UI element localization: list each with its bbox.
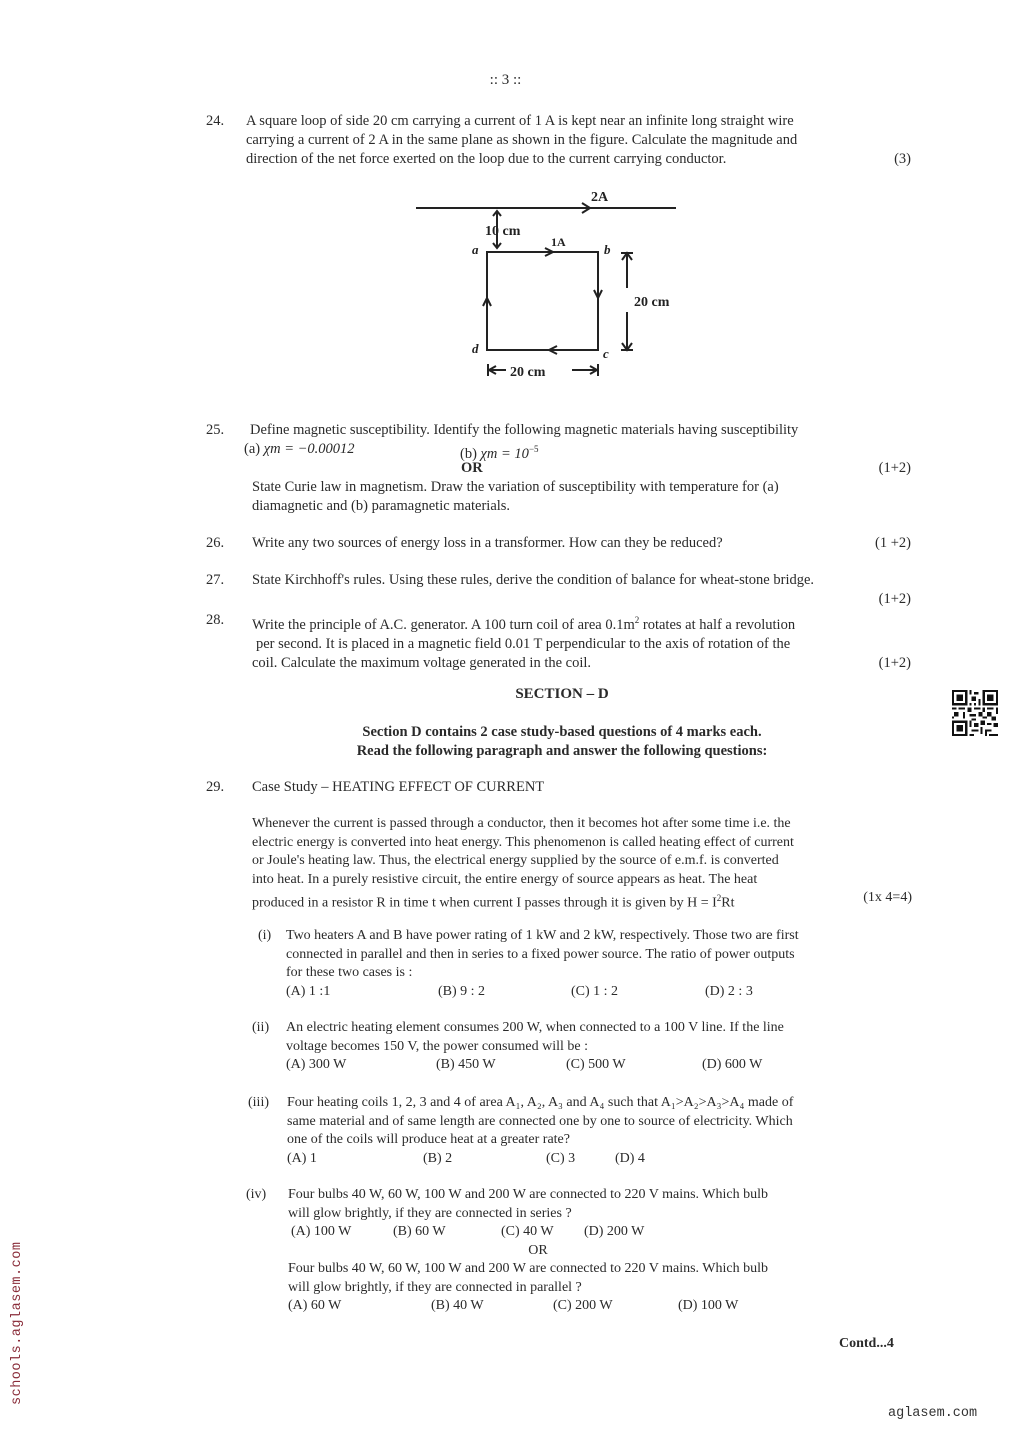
sub-question-line: one of the coils will produce heat at a greater rate? (287, 1132, 570, 1147)
question-number: 24. (206, 113, 225, 129)
paragraph-line: or Joule's heating law. Thus, the electrical energy supplied by the source of e.m.f. is converted (252, 853, 779, 868)
paragraph-line: electric energy is converted into heat energy. This phenomenon is called heating effect of current (252, 834, 794, 850)
marks: (3) (894, 151, 911, 167)
question-24 (206, 112, 911, 169)
sub-question-line: will glow brightly, if they are connected in parallel ? (288, 1279, 582, 1295)
or-label: OR (528, 1242, 548, 1258)
option-b: (B) 2 (423, 1150, 453, 1166)
part-a-expression: χm = −0.00012 (263, 441, 355, 457)
paragraph-line: produced in a resistor R in time t when current I passes through it is given by H = I (252, 895, 717, 911)
sub-question-label: (iv) (246, 1187, 267, 1202)
question-text-line: diamagnetic and (b) paramagnetic materials. (252, 498, 511, 514)
part-b-expression: χm = 10 (480, 445, 529, 462)
option-d: (D) 100 W (678, 1298, 739, 1313)
sub-question-iv (246, 1186, 900, 1316)
options (288, 1297, 900, 1316)
sub-question-line: Four bulbs 40 W, 60 W, 100 W and 200 W are connected to 220 V mains. Which bulb (288, 1187, 768, 1202)
sub-question-ii (252, 1019, 906, 1075)
question-text: State Kirchhoff's rules. Using these rules, derive the condition of balance for wheat-stone bridge. (252, 572, 815, 588)
continued-label: Contd...4 (839, 1336, 894, 1351)
option-d: (D) 600 W (702, 1057, 763, 1072)
option-c: (C) 40 W (501, 1224, 554, 1239)
side-label-vertical: 20 cm (634, 295, 670, 310)
option-c: (C) 500 W (566, 1057, 626, 1072)
sub-question-line: voltage becomes 150 V, the power consumed will be : (286, 1038, 588, 1054)
paragraph-line: Whenever the current is passed through a conductor, then it becomes hot after some time i.e. the (252, 816, 791, 831)
option-b: (B) 60 W (393, 1224, 446, 1239)
page-number: :: 3 :: (489, 72, 522, 88)
question-26 (206, 534, 911, 553)
side-watermark: schools.aglasem.com (10, 1241, 25, 1405)
wire-current-label: 2A (591, 190, 609, 205)
sub-question-label: (ii) (252, 1020, 270, 1035)
question-text: Write any two sources of energy loss in a transformer. How can they be reduced? (252, 535, 723, 551)
options (287, 1150, 902, 1169)
option-d: (D) 4 (615, 1150, 645, 1166)
question-number: 27. (206, 572, 225, 588)
sub-question-line: connected in parallel and then in series to a fixed power source. The ratio of power outputs (286, 946, 795, 962)
gap-label: 10 cm (485, 224, 521, 239)
sub-question-line: for these two cases is : (286, 965, 413, 980)
question-text-line: A square loop of side 20 cm carrying a current of 1 A is kept near an infinite long straight wire (246, 113, 794, 129)
option-b: (B) 450 W (436, 1057, 496, 1072)
option-a: (A) 300 W (286, 1057, 347, 1072)
question-number: 25. (206, 422, 225, 438)
superscript: 2 (716, 893, 722, 903)
sub-question-label: (i) (258, 928, 272, 943)
loop-current-label: 1A (551, 235, 566, 249)
instruction-line: Section D contains 2 case study-based questions of 4 marks each. (362, 724, 762, 740)
corner-b-label: b (604, 242, 611, 257)
marks: (1x 4=4) (863, 890, 912, 905)
option-c: (C) 3 (546, 1150, 576, 1166)
option-c: (C) 1 : 2 (571, 983, 619, 999)
paragraph-line: Rt (721, 895, 735, 911)
question-27 (206, 571, 911, 609)
corner-c-label: c (603, 346, 609, 361)
option-a: (A) 1 (287, 1150, 317, 1166)
sub-question-i (258, 927, 912, 1001)
instruction-line: Read the following paragraph and answer the following questions: (356, 743, 768, 759)
marks: (1 +2) (875, 535, 911, 551)
sub-question-line: same material and of same length are connected one by one to source of electricity. Which (287, 1113, 793, 1129)
qr-code-icon (952, 690, 998, 736)
question-28 (206, 611, 911, 673)
question-25 (206, 421, 911, 516)
question-text-line: carrying a current of 2 A in the same plane as shown in the figure. Calculate the magnitude and (246, 132, 798, 148)
sub-question-label: (iii) (248, 1095, 269, 1110)
options (286, 983, 912, 1002)
part-b-label: (b) (460, 445, 481, 462)
marks: (1+2) (878, 654, 911, 671)
corner-a-label: a (472, 242, 479, 257)
sub-question-line: Four heating coils 1, 2, 3 and 4 of area A₁, A₂, A₃ and A₄ such that A₁>A₂>A₃>A₄ made of (287, 1095, 794, 1110)
section-d-instructions (0, 723, 1011, 761)
option-a: (A) 1 :1 (286, 983, 331, 999)
loop-diagram (410, 182, 680, 387)
part-a-label: (a) (244, 441, 264, 457)
question-text-line: rotates at half a revolution (639, 616, 796, 633)
option-d: (D) 2 : 3 (705, 983, 753, 999)
section-d-title: SECTION – D (515, 686, 609, 702)
corner-d-label: d (472, 341, 479, 356)
question-number: 26. (206, 535, 225, 551)
question-number: 28. (206, 612, 225, 628)
sub-question-line: will glow brightly, if they are connected in series ? (288, 1205, 572, 1221)
marks: (1+2) (878, 460, 911, 476)
question-text-line: direction of the net force exerted on the loop due to the current carrying conductor. (246, 151, 727, 167)
qr-code (952, 690, 998, 736)
square-loop-figure (410, 182, 680, 387)
sub-question-line: An electric heating element consumes 200 W, when connected to a 100 V line. If the line (286, 1020, 784, 1035)
question-29-header (206, 778, 911, 797)
question-text-line: per second. It is placed in a magnetic field 0.01 T perpendicular to the axis of rotation of the (256, 635, 791, 652)
question-number: 29. (206, 779, 225, 795)
case-study-title: Case Study – HEATING EFFECT OF CURRENT (252, 779, 545, 795)
sub-question-iii (248, 1094, 902, 1168)
sub-question-line: Two heaters A and B have power rating of 1 kW and 2 kW, respectively. Those two are first (286, 928, 799, 943)
side-label-horizontal: 20 cm (510, 365, 546, 380)
option-b: (B) 40 W (431, 1298, 484, 1313)
footer-watermark: aglasem.com (888, 1406, 978, 1421)
question-text-line: State Curie law in magnetism. Draw the variation of susceptibility with temperature for (a) (252, 479, 779, 495)
superscript: 2 (634, 615, 640, 625)
question-text-line: Write the principle of A.C. generator. A 100 turn coil of area 0.1m (252, 616, 635, 633)
option-b: (B) 9 : 2 (438, 983, 486, 999)
question-text-line: Define magnetic susceptibility. Identify the following magnetic materials having susceptibility (250, 422, 799, 438)
question-text-line: coil. Calculate the maximum voltage generated in the coil. (252, 654, 592, 671)
marks: (1+2) (878, 591, 911, 607)
case-study-paragraph (252, 815, 912, 913)
option-c: (C) 200 W (553, 1298, 613, 1313)
sub-question-line: Four bulbs 40 W, 60 W, 100 W and 200 W are connected to 220 V mains. Which bulb (288, 1261, 768, 1276)
part-b-exponent: −5 (528, 444, 539, 454)
or-label: OR (461, 460, 483, 476)
option-d: (D) 200 W (584, 1224, 645, 1239)
option-a: (A) 100 W (291, 1224, 352, 1239)
paragraph-line: into heat. In a purely resistive circuit, the entire energy of source appears as heat. The heat (252, 871, 758, 887)
options (286, 1056, 906, 1075)
option-a: (A) 60 W (288, 1298, 342, 1313)
options (291, 1223, 900, 1242)
